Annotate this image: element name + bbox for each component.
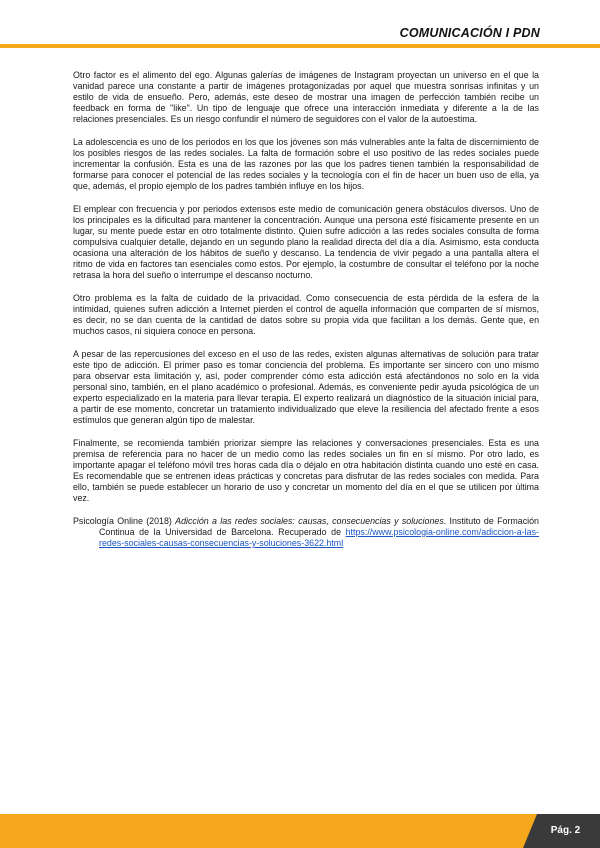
document-body	[73, 70, 539, 549]
paragraph-ego: Otro factor es el alimento del ego. Algunas galerías de imágenes de Instagram proyectan un universo en el que la vanidad parece una constante a partir de imágenes protagonizadas por aquel que muestra sonrisas infinitas y un estilo de vida de ensueño. Pero, además, este deseo de mostrar una imagen de perfección también recibe un feedback en forma de "like". Un tipo de lenguaje que ofrece una interacción inmediata y diferente a la de las relaciones presenciales. Es un riesgo confundir el número de seguidores con el valor de la autoestima.	[73, 70, 539, 124]
header-title: COMUNICACIÓN I PDN	[399, 26, 540, 40]
footer-band	[0, 814, 600, 848]
paragraph-finally: Finalmente, se recomienda también priorizar siempre las relaciones y conversaciones presenciales. Esta es una premisa de referencia para no hacer de un medio como las redes sociales un fin en sí mismo. Por otro lado, es importante apagar el teléfono móvil tres horas cada día o déjalo en otra habitación distinta cuando uno esté en casa. Es recomendable que se entrenen ideas prácticas y concretas para disfrutar de las redes sociales con medida. Para ello, también se puede establecer un horario de uso y concretar un momento del día en el que se utilicen por última vez.	[73, 438, 539, 503]
page-header	[0, 0, 600, 44]
paragraph-concentration: El emplear con frecuencia y por periodos extensos este medio de comunicación genera obstáculos diversos. Uno de los principales es la dificultad para mantener la concentración. Aunque una persona esté físicamente presente en un lugar, su mente puede estar en otro totalmente distinto. Quien sufre adicción a las redes sociales consulta de forma compulsiva cualquier detalle, dejando en un segundo plano la realidad directa del día a día. Asimismo, esta conducta ocasiona una alteración de los hábitos de sueño y descanso. La tendencia de vivir pegado a una pantalla altera el ritmo de vida en factores tan esenciales como estos. Por ejemplo, la costumbre de consultar el teléfono por la noche retrasa la hora del sueño o interrumpe el descanso nocturno.	[73, 204, 539, 280]
paragraph-privacy: Otro problema es la falta de cuidado de la privacidad. Como consecuencia de esta pérdida de la esfera de la intimidad, quienes sufren adicción a Internet pierden el control de aquella información que comparten de sí mismos, es decir, no se dan cuenta de la cantidad de datos sobre su propia vida que facilitan a los demás. Gente que, en muchos casos, ni siquiera conoce en persona.	[73, 293, 539, 336]
page-number: Pág. 2	[550, 825, 581, 836]
paragraph-adolescence: La adolescencia es uno de los periodos en los que los jóvenes son más vulnerables ante la falta de discernimiento de los posibles riesgos de las redes sociales. La falta de formación sobre el uso positivo de las redes sociales puede incrementar la confusión. Esta es una de las razones por las que los padres tienen también la responsabilidad de formarse para conocer el potencial de las redes sociales y la tecnología con el fin de hacer un buen uso de ella, ya que, además, el propio ejemplo de los padres también influye en los hijos.	[73, 137, 539, 191]
reference-link[interactable]: https://www.psicologia-online.com/adiccion-a-las-redes-sociales-causas-consecuencias-y-soluciones-3622.html	[99, 527, 539, 548]
reference-source: . Instituto de Formación Continua de la Universidad de Barcelona. Recuperado de	[99, 516, 539, 537]
reference-title: Adicción a las redes sociales: causas, consecuencias y soluciones	[175, 516, 444, 526]
header-accent-rule	[0, 44, 600, 48]
reference-citation	[73, 516, 539, 549]
reference-author: Psicología Online (2018)	[73, 516, 176, 526]
paragraph-solutions: A pesar de las repercusiones del exceso en el uso de las redes, existen algunas alternativas de solución para tratar este tipo de adicción. El primer paso es tomar conciencia del problema. Es importante ser sincero con uno mismo para observar esta limitación y, así, poder comprender cómo esta adicción está afectándonos no solo en la vida personal sino, también, en el plano académico o profesional. Además, es conveniente pedir ayuda psicológica de un experto especializado en la materia para llevar terapia. El experto realizará un diagnóstico de la situación inicial para, a partir de ese momento, concretar un tratamiento individualizado que eleve la resiliencia del afectado frente a esos estímulos que generan algún tipo de malestar.	[73, 349, 539, 425]
